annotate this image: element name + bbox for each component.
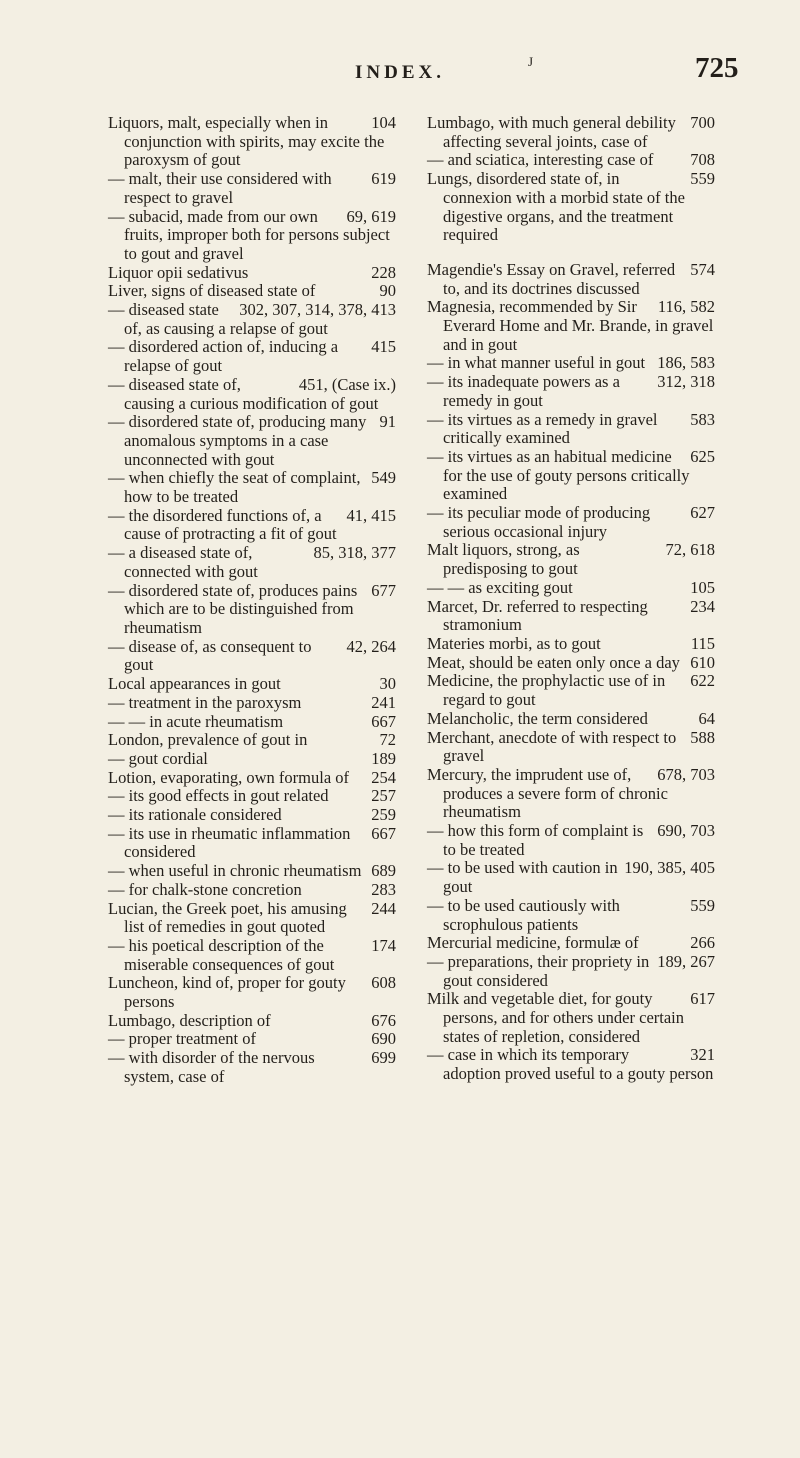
index-entry xyxy=(427,298,715,354)
page-reference: 64 xyxy=(698,708,715,728)
index-entry xyxy=(108,1030,396,1049)
page-reference: 257 xyxy=(371,786,396,806)
entry-text: — malt, their use considered with respect to gravel xyxy=(108,169,332,207)
index-entry xyxy=(427,1046,715,1083)
index-entry xyxy=(108,731,396,750)
page-reference: 583 xyxy=(690,409,715,429)
index-entry xyxy=(108,750,396,769)
entry-text: — diseased state of, as causing a relapse of gout xyxy=(108,300,328,338)
page-reference: 699 xyxy=(371,1048,396,1068)
index-entry xyxy=(108,694,396,713)
page-reference: 190, 385, 405 xyxy=(624,858,715,878)
page-reference: 700 xyxy=(690,113,715,132)
entry-text: — its use in rheumatic inflammation considered xyxy=(108,823,351,862)
entry-text: — gout cordial xyxy=(108,748,208,768)
entry-text: Lotion, evaporating, own formula of xyxy=(108,767,350,787)
entry-text: — how this form of complaint is to be treated xyxy=(427,821,644,859)
entry-text: Liquor opii sedativus xyxy=(108,262,249,282)
index-entry xyxy=(427,541,715,578)
index-entry xyxy=(108,413,396,469)
entry-text: — disordered state of, producing many anomalous symptoms in a case unconnected with gout xyxy=(108,412,367,469)
index-entry xyxy=(427,953,715,990)
entry-text: — disease of, as consequent to gout xyxy=(108,636,312,675)
page-reference: 690 xyxy=(371,1029,396,1049)
entry-text: — — in acute rheumatism xyxy=(108,711,284,731)
page-reference: 189, 267 xyxy=(657,951,715,971)
page-reference: 677 xyxy=(371,580,396,600)
page-reference: 608 xyxy=(371,973,396,993)
page-reference: 105 xyxy=(690,577,715,597)
index-entry xyxy=(427,261,715,298)
page-reference: 266 xyxy=(690,933,715,953)
entry-text: Medicine, the prophylactic use of in regard to gout xyxy=(427,671,666,710)
index-entry xyxy=(108,638,396,675)
index-entry xyxy=(108,282,396,301)
index-entry xyxy=(108,675,396,694)
page-reference: 41, 415 xyxy=(346,505,396,525)
entry-text: — his poetical description of the miserable consequences of gout xyxy=(108,935,335,974)
index-entry xyxy=(108,114,396,170)
entry-text: Lucian, the Greek poet, his amusing list of remedies in gout quoted xyxy=(108,898,347,937)
index-entry xyxy=(108,544,396,581)
page-reference: 30 xyxy=(379,674,396,694)
entry-text: Materies morbi, as to gout xyxy=(427,633,601,653)
entry-text: — in what manner useful in gout xyxy=(427,353,646,373)
entry-text: Magendie's Essay on Gravel, referred to, and its doctrines discussed xyxy=(427,259,676,298)
index-entry xyxy=(427,448,715,504)
page-reference: 667 xyxy=(371,823,396,843)
page-reference: 115 xyxy=(690,633,715,653)
entry-text: — when chiefly the seat of complaint, how to be treated xyxy=(108,468,361,507)
entry-text: Milk and vegetable diet, for gouty persons, and for others under certain states of repletion, considered xyxy=(427,989,684,1046)
entry-text: Liquors, malt, especially when in conjunction with spirits, may excite the paroxysm of gout xyxy=(108,113,385,170)
index-entry xyxy=(427,990,715,1046)
entry-text: — diseased state of, causing a curious modification of gout xyxy=(108,374,379,413)
entry-text: — treatment in the paroxysm xyxy=(108,692,302,712)
page-reference: 90 xyxy=(379,281,396,301)
index-entry xyxy=(108,713,396,732)
index-entry xyxy=(108,1049,396,1086)
index-entry xyxy=(427,859,715,896)
index-entry xyxy=(427,170,715,245)
page-reference: 690, 703 xyxy=(657,821,715,841)
page-reference: 617 xyxy=(690,989,715,1009)
page-reference: 174 xyxy=(371,935,396,955)
entry-text: Mercurial medicine, formulæ of xyxy=(427,933,639,953)
entry-text: — with disorder of the nervous system, case of xyxy=(108,1048,315,1086)
index-entry xyxy=(427,411,715,448)
entry-text: — a diseased state of, connected with gout xyxy=(108,543,258,581)
index-entry xyxy=(108,301,396,338)
index-entry xyxy=(427,114,715,151)
index-entry xyxy=(427,729,715,766)
page-reference: 244 xyxy=(371,898,396,918)
index-entry xyxy=(108,208,396,264)
page-reference: 116, 582 xyxy=(657,297,715,317)
index-entry xyxy=(108,1012,396,1031)
index-entry xyxy=(108,900,396,937)
page-reference: 302, 307, 314, 378, 413 xyxy=(239,300,396,320)
page-reference: 42, 264 xyxy=(346,636,396,656)
index-entry xyxy=(427,710,715,729)
index-entry xyxy=(427,822,715,859)
page-reference: 241 xyxy=(371,692,396,712)
entry-text: — preparations, their propriety in gout considered xyxy=(427,951,650,990)
page-reference: 254 xyxy=(371,767,396,787)
entry-text: Malt liquors, strong, as predisposing to gout xyxy=(427,540,580,579)
index-entry xyxy=(108,937,396,974)
page-number: 725 xyxy=(695,52,739,84)
index-entry xyxy=(427,579,715,598)
entry-text: — for chalk-stone concretion xyxy=(108,879,302,899)
index-entry xyxy=(427,934,715,953)
index-entry xyxy=(427,151,715,170)
page-reference: 104 xyxy=(371,113,396,132)
page-reference: 321 xyxy=(690,1045,715,1065)
page-reference: 283 xyxy=(371,879,396,899)
page-reference: 259 xyxy=(371,805,396,825)
index-entry xyxy=(108,376,396,413)
page-reference: 415 xyxy=(371,337,396,357)
index-entry xyxy=(108,338,396,375)
entry-text: Meat, should be eaten only once a day xyxy=(427,652,680,672)
right-column xyxy=(427,114,715,1084)
entry-text: — its peculiar mode of producing serious occasional injury xyxy=(427,503,651,541)
entry-text: — — as exciting gout xyxy=(427,577,573,597)
index-entry xyxy=(427,635,715,654)
page-reference: 708 xyxy=(690,150,715,170)
page-reference: 588 xyxy=(690,727,715,747)
index-entry xyxy=(108,264,396,283)
page-reference: 69, 619 xyxy=(346,206,396,226)
index-entry xyxy=(108,825,396,862)
index-entry xyxy=(108,769,396,788)
entry-text: — the disordered functions of, a cause of protracting a fit of gout xyxy=(108,505,337,544)
entry-text: Luncheon, kind of, proper for gouty persons xyxy=(108,973,346,1012)
page-reference: 678, 703 xyxy=(657,764,715,784)
entry-text: — disordered action of, inducing a relapse of gout xyxy=(108,337,339,376)
left-column xyxy=(108,114,396,1087)
index-entry xyxy=(108,787,396,806)
index-entry xyxy=(108,806,396,825)
entry-text: — disordered state of, produces pains which are to be distinguished from rheumatism xyxy=(108,580,358,637)
page-reference: 189 xyxy=(371,748,396,768)
entry-text: Magnesia, recommended by Sir Everard Home and Mr. Brande, in gravel and in gout xyxy=(427,297,714,354)
index-entry xyxy=(427,654,715,673)
entry-text: Melancholic, the term considered xyxy=(427,708,648,728)
entry-text: — subacid, made from our own fruits, improper both for persons subject to gout and gravel xyxy=(108,206,390,263)
page-reference: 627 xyxy=(690,503,715,523)
page-reference: 549 xyxy=(371,468,396,488)
entry-text: Lumbago, with much general debility affecting several joints, case of xyxy=(427,113,676,151)
entry-text: — case in which its temporary adoption proved useful to a gouty person xyxy=(427,1045,714,1084)
running-title: INDEX. xyxy=(355,62,445,83)
index-entry xyxy=(427,897,715,934)
entry-text: — to be used cautiously with scrophulous patients xyxy=(427,895,620,934)
entry-text: — its virtues as an habitual medicine for the use of gouty persons critically examined xyxy=(427,446,690,504)
page-reference: 228 xyxy=(371,262,396,282)
index-entry xyxy=(108,881,396,900)
index-entry xyxy=(108,862,396,881)
index-entry xyxy=(108,469,396,506)
page-reference: 186, 583 xyxy=(657,353,715,373)
page-reference: 559 xyxy=(690,895,715,915)
page-reference: 667 xyxy=(371,711,396,731)
entry-text: — its virtues as a remedy in gravel critically examined xyxy=(427,409,658,448)
page-reference: 610 xyxy=(690,652,715,672)
index-entry xyxy=(427,373,715,410)
page-reference: 72, 618 xyxy=(665,540,715,560)
entry-text: Merchant, anecdote of with respect to gravel xyxy=(427,727,677,766)
index-entry xyxy=(108,170,396,207)
entry-text: Lungs, disordered state of, in connexion with a morbid state of the digestive organs, and the treatment required xyxy=(427,169,685,245)
entry-text: — proper treatment of xyxy=(108,1029,256,1049)
entry-text: — its inadequate powers as a remedy in gout xyxy=(427,372,620,410)
page-reference: 85, 318, 377 xyxy=(313,543,396,563)
page-reference: 574 xyxy=(690,259,715,279)
index-entry xyxy=(427,354,715,373)
page-reference: 72 xyxy=(379,730,396,750)
index-entry xyxy=(108,582,396,638)
page-reference: 625 xyxy=(690,446,715,466)
page-header xyxy=(0,52,800,98)
entry-text: Local appearances in gout xyxy=(108,674,281,694)
entry-text: — and sciatica, interesting case of xyxy=(427,150,654,170)
page-reference: 451, (Case ix.) xyxy=(298,374,396,394)
index-entry xyxy=(108,507,396,544)
index-entry xyxy=(427,598,715,635)
page-reference: 559 xyxy=(690,169,715,189)
page-reference: 234 xyxy=(690,596,715,616)
entry-text: Liver, signs of diseased state of xyxy=(108,281,316,301)
entry-text: London, prevalence of gout in xyxy=(108,730,308,750)
index-entry xyxy=(427,504,715,541)
page-reference: 689 xyxy=(371,861,396,881)
entry-text: Mercury, the imprudent use of, produces a severe form of chronic rheumatism xyxy=(427,764,668,822)
page-reference: 91 xyxy=(379,412,396,432)
entry-text: — to be used with caution in gout xyxy=(427,858,618,897)
page-reference: 676 xyxy=(371,1010,396,1030)
page-reference: 619 xyxy=(371,169,396,189)
signature-mark: J xyxy=(528,54,534,69)
index-entry xyxy=(427,766,715,822)
entry-text: — its good effects in gout related xyxy=(108,786,329,806)
entry-text: Marcet, Dr. referred to respecting stramonium xyxy=(427,596,648,635)
entry-text: Lumbago, description of xyxy=(108,1010,271,1030)
entry-text: — when useful in chronic rheumatism xyxy=(108,861,362,881)
index-entry xyxy=(427,672,715,709)
index-entry xyxy=(108,974,396,1011)
page-reference: 622 xyxy=(690,671,715,691)
page-reference: 312, 318 xyxy=(657,372,715,392)
entry-text: — its rationale considered xyxy=(108,805,282,825)
